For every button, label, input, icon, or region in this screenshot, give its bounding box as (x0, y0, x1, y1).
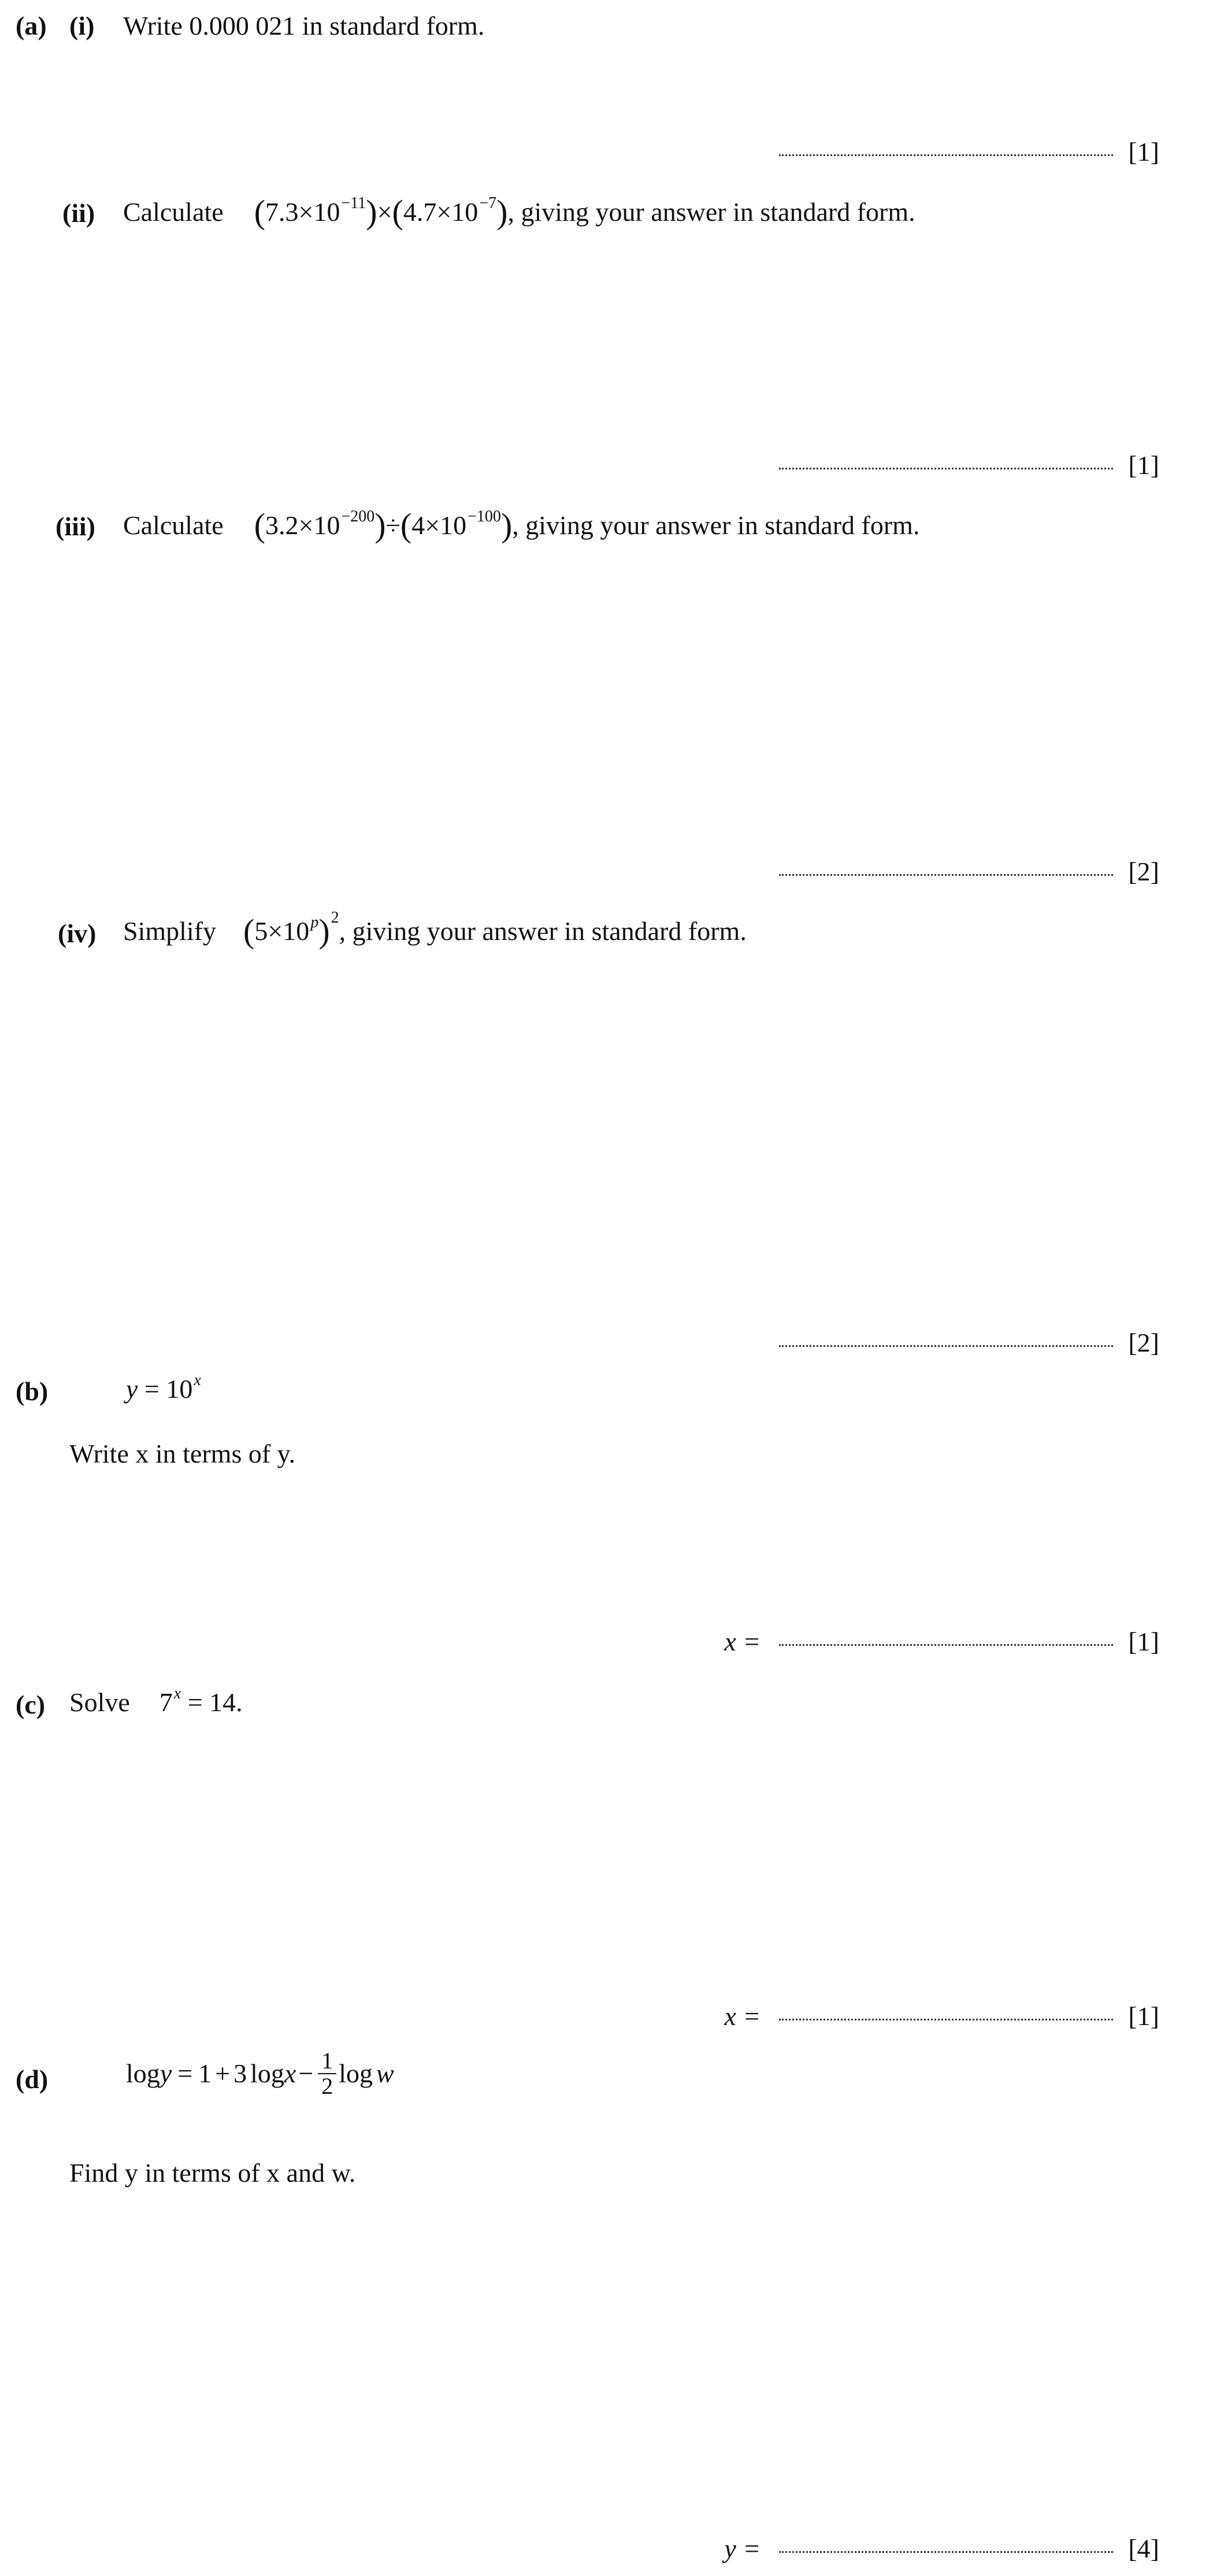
part-d-answer-line[interactable] (724, 2533, 1159, 2562)
part-d-instruction: Find y in terms of x and w. (69, 2158, 356, 2188)
part-b-instruction: Write x in terms of y. (69, 1439, 296, 1468)
answer-blank[interactable] (779, 2551, 1113, 2553)
expr-a-exponent: −11 (341, 194, 366, 212)
expr-exponent: p (310, 913, 319, 931)
part-a-ii-question: Calculate $(7.3\times 10^{-11})\times(4.7\times 10^{-7})$, giving your answer in standard form. (123, 193, 915, 231)
part-a-label: (a) (16, 11, 47, 40)
part-c-question (69, 1685, 243, 1717)
fraction-numerator: 1 (318, 2049, 336, 2074)
answer-blank[interactable] (779, 468, 1113, 469)
fraction-denominator: 2 (321, 2073, 333, 2099)
part-c-answer-line[interactable] (724, 2001, 1159, 2030)
exponent: x (173, 1685, 181, 1702)
equation-rhs-exponent: x (194, 1371, 201, 1389)
part-a-i-question: Write 0.000 021 in standard form. (123, 11, 485, 40)
part-a-iv-answer-line[interactable] (779, 1327, 1159, 1356)
part-a-iii-label: (iii) (55, 512, 95, 541)
answer-blank[interactable] (779, 1644, 1113, 1646)
expr-b: 4.7 (403, 197, 437, 227)
answer-blank[interactable] (779, 154, 1113, 156)
expr-a: 5 (254, 916, 268, 946)
marks: [1] (1128, 450, 1159, 480)
answer-blank[interactable] (779, 1345, 1113, 1347)
verb: Solve (69, 1687, 130, 1717)
expr-b: 4 (411, 510, 425, 540)
verb: Simplify (123, 916, 217, 946)
part-a-ii-label: (ii) (62, 198, 95, 228)
verb: Calculate (123, 510, 224, 540)
question-suffix: , giving your answer in standard form. (339, 916, 747, 946)
expr-a: 7.3 (265, 197, 299, 227)
part-a-iii-answer-line[interactable] (779, 856, 1159, 885)
part-a-i-label: (i) (69, 11, 95, 40)
answer-blank[interactable] (779, 2019, 1113, 2020)
part-b-equation: $y = 10^x$ (126, 1371, 201, 1404)
part-a-ii-answer-line[interactable] (779, 450, 1159, 479)
part-a-iv-question: Simplify $(5\times 10^p)^2$, giving your answer in standard form. (123, 909, 747, 950)
marks: [1] (1128, 2001, 1159, 2031)
marks: [2] (1128, 857, 1159, 886)
part-d-label: (d) (16, 2064, 49, 2094)
rhs: = 14. (187, 1687, 243, 1717)
base: 7 (159, 1687, 173, 1717)
marks: [2] (1128, 1328, 1159, 1357)
answer-prefix: x = (724, 2001, 761, 2031)
fraction (318, 2049, 336, 2098)
part-b-label: (b) (16, 1376, 49, 1406)
part-d-equation: log y = 1 + 3 log x − $\frac{1}{2}$ log w (126, 2048, 394, 2099)
part-a-iii-question: Calculate $(3.2\times 10^{-200})\div(4\times 10^{-100})$, giving your answer in standard form. (123, 506, 920, 544)
outer-exponent: 2 (331, 909, 339, 927)
equation-lhs: y (126, 1374, 138, 1404)
part-a-i-answer-line[interactable] (779, 136, 1159, 165)
marks: [1] (1128, 137, 1159, 166)
expr-b-exponent: −100 (468, 508, 501, 525)
part-a-iv-label: (iv) (58, 919, 97, 948)
answer-prefix: y = (724, 2534, 761, 2563)
expr-b-exponent: −7 (479, 194, 497, 212)
marks: [1] (1128, 1627, 1159, 1656)
part-b-answer-line[interactable] (724, 1626, 1159, 1655)
answer-prefix: x = (724, 1627, 761, 1656)
answer-blank[interactable] (779, 874, 1113, 876)
question-suffix: , giving your answer in standard form. (512, 510, 920, 540)
question-suffix: , giving your answer in standard form. (507, 197, 915, 227)
expr-a-exponent: −200 (341, 508, 375, 525)
equation-rhs-base: 10 (166, 1374, 193, 1404)
expr-a: 3.2 (265, 510, 299, 540)
marks: [4] (1128, 2534, 1159, 2563)
part-c-label: (c) (16, 1690, 46, 1719)
verb: Calculate (123, 197, 224, 227)
